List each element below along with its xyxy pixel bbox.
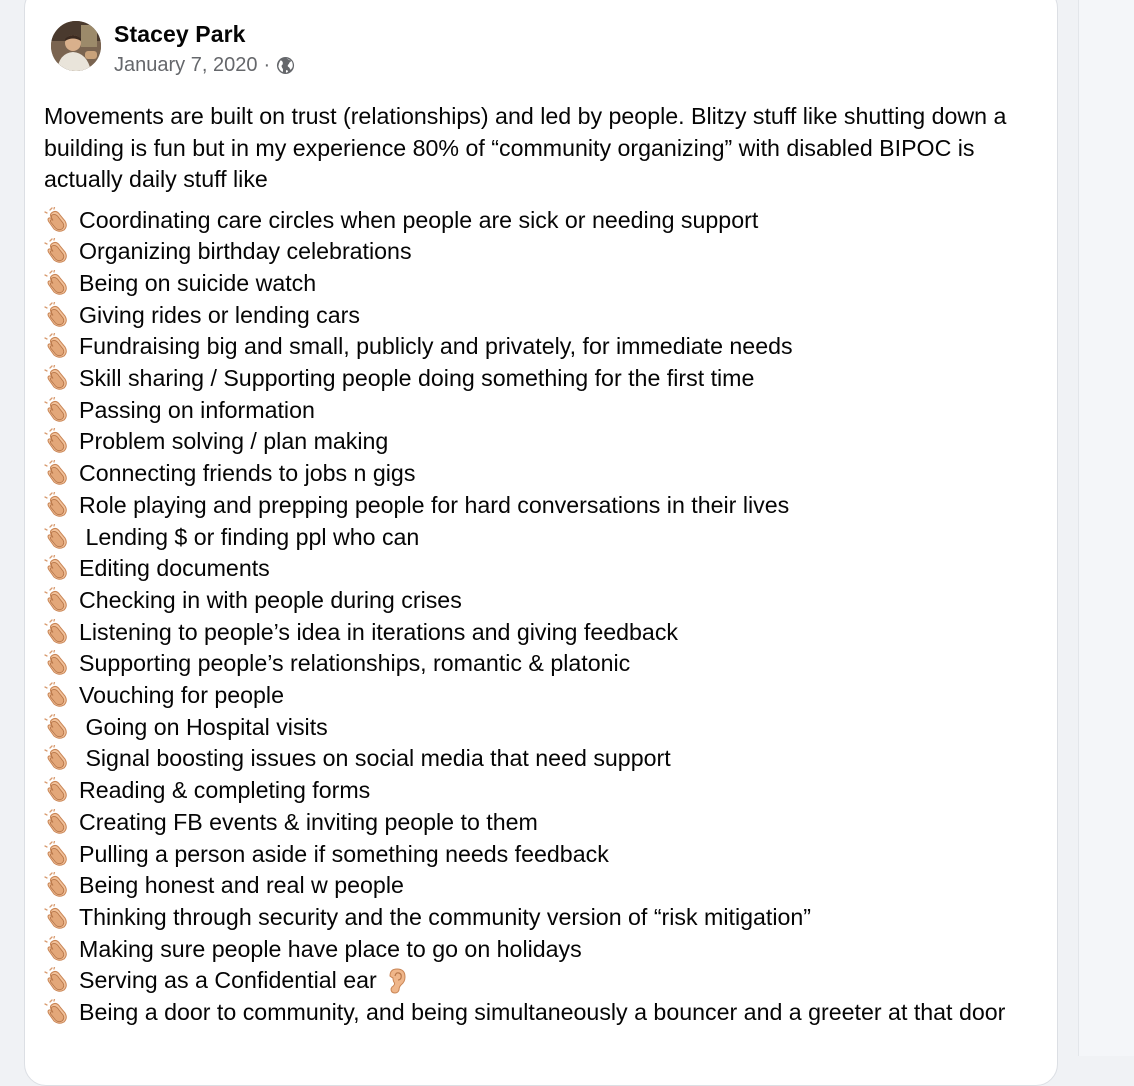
- clapping-hands-icon: [44, 714, 70, 740]
- list-item-text: Checking in with people during crises: [79, 586, 462, 613]
- list-item-text: Listening to people’s idea in iterations and giving feedback: [79, 618, 679, 645]
- list-item: [44, 902, 1044, 934]
- clapping-hands-icon: [44, 872, 70, 898]
- list-item: [44, 712, 1044, 744]
- list-item: [44, 807, 1044, 839]
- clapping-hands-icon: [44, 619, 70, 645]
- clapping-hands-icon: [44, 587, 70, 613]
- list-item: [44, 680, 1044, 712]
- clapping-hands-icon: [44, 967, 70, 993]
- post-meta: [114, 54, 295, 77]
- clapping-hands-icon: [44, 460, 70, 486]
- clapping-hands-icon: [44, 841, 70, 867]
- list-item-text: Being on suicide watch: [79, 269, 317, 296]
- clapping-hands-icon: [44, 777, 70, 803]
- list-item: [44, 426, 1044, 458]
- list-item: [44, 585, 1044, 617]
- clapping-hands-icon: [44, 999, 70, 1025]
- post-body: [44, 101, 1044, 1029]
- post-date[interactable]: January 7, 2020: [114, 54, 258, 76]
- post-intro: Movements are built on trust (relationships) and led by people. Blitzy stuff like shutting down a building is fun but in my experience 80% of “community organizing” with disabled BIPOC is actually daily stuff like: [44, 103, 1007, 192]
- post-card: [24, 0, 1058, 1086]
- list-item: [44, 965, 1044, 997]
- list-item-text: Role playing and prepping people for hard conversations in their lives: [79, 491, 790, 518]
- list-item-text: Skill sharing / Supporting people doing something for the first time: [79, 365, 755, 392]
- list-item-text: Being a door to community, and being simultaneously a bouncer and a greeter at that door: [79, 999, 1006, 1026]
- list-item-text: Organizing birthday celebrations: [79, 238, 412, 265]
- list-item-text: Passing on information: [79, 396, 315, 423]
- clapping-hands-icon: [44, 238, 70, 264]
- list-item-text: Serving as a Confidential ear: [79, 967, 377, 994]
- list-item: [44, 395, 1044, 427]
- list-item: [44, 236, 1044, 268]
- list-item: [44, 839, 1044, 871]
- clapping-hands-icon: [44, 302, 70, 328]
- list-item: [44, 205, 1044, 237]
- clapping-hands-icon: [44, 428, 70, 454]
- profile-photo: [51, 21, 101, 71]
- list-item: [44, 870, 1044, 902]
- clapping-hands-icon: [44, 745, 70, 771]
- list-item: [44, 934, 1044, 966]
- clapping-hands-icon: [44, 809, 70, 835]
- list-item-text: Making sure people have place to go on holidays: [79, 935, 582, 962]
- author-name[interactable]: Stacey Park: [114, 21, 246, 47]
- list-item-text: Problem solving / plan making: [79, 428, 389, 455]
- list-item: [44, 490, 1044, 522]
- list-item: [44, 522, 1044, 554]
- avatar[interactable]: [51, 21, 101, 71]
- clapping-hands-icon: [44, 492, 70, 518]
- list-item: [44, 648, 1044, 680]
- clapping-hands-icon: [44, 365, 70, 391]
- clapping-hands-icon: [44, 936, 70, 962]
- clapping-hands-icon: [44, 904, 70, 930]
- list-item-text: Thinking through security and the community version of “risk mitigation”: [79, 903, 812, 930]
- post-list: [44, 205, 1044, 1029]
- list-item-text: Editing documents: [79, 555, 270, 582]
- list-item-text: Pulling a person aside if something needs feedback: [79, 840, 609, 867]
- list-item: [44, 617, 1044, 649]
- clapping-hands-icon: [44, 650, 70, 676]
- ear-icon: [387, 968, 407, 994]
- clapping-hands-icon: [44, 397, 70, 423]
- list-item-text: Lending $ or finding ppl who can: [79, 523, 420, 550]
- list-item: [44, 458, 1044, 490]
- list-item-text: Being honest and real w people: [79, 872, 404, 899]
- meta-separator: ·: [263, 54, 271, 76]
- list-item-text: Coordinating care circles when people are sick or needing support: [79, 206, 759, 233]
- list-item-text: Giving rides or lending cars: [79, 301, 360, 328]
- list-item: [44, 553, 1044, 585]
- list-item-text: Signal boosting issues on social media that need support: [79, 745, 671, 772]
- list-item-text: Supporting people’s relationships, romantic & platonic: [79, 650, 631, 677]
- list-item-text: Fundraising big and small, publicly and privately, for immediate needs: [79, 333, 793, 360]
- clapping-hands-icon: [44, 207, 70, 233]
- clapping-hands-icon: [44, 555, 70, 581]
- list-item: [44, 268, 1044, 300]
- clapping-hands-icon: [44, 682, 70, 708]
- list-item-text: Connecting friends to jobs n gigs: [79, 460, 416, 487]
- clapping-hands-icon: [44, 524, 70, 550]
- clapping-hands-icon: [44, 333, 70, 359]
- list-item: [44, 363, 1044, 395]
- list-item: [44, 775, 1044, 807]
- list-item: [44, 300, 1044, 332]
- clapping-hands-icon: [44, 270, 70, 296]
- list-item-text: Reading & completing forms: [79, 777, 371, 804]
- list-item: [44, 997, 1044, 1029]
- sidebar-background: [1078, 0, 1134, 1056]
- list-item-text: Creating FB events & inviting people to them: [79, 808, 538, 835]
- list-item-text: Going on Hospital visits: [79, 713, 328, 740]
- list-item: [44, 331, 1044, 363]
- list-item-text: Vouching for people: [79, 682, 284, 709]
- globe-icon[interactable]: [276, 56, 295, 75]
- list-item: [44, 743, 1044, 775]
